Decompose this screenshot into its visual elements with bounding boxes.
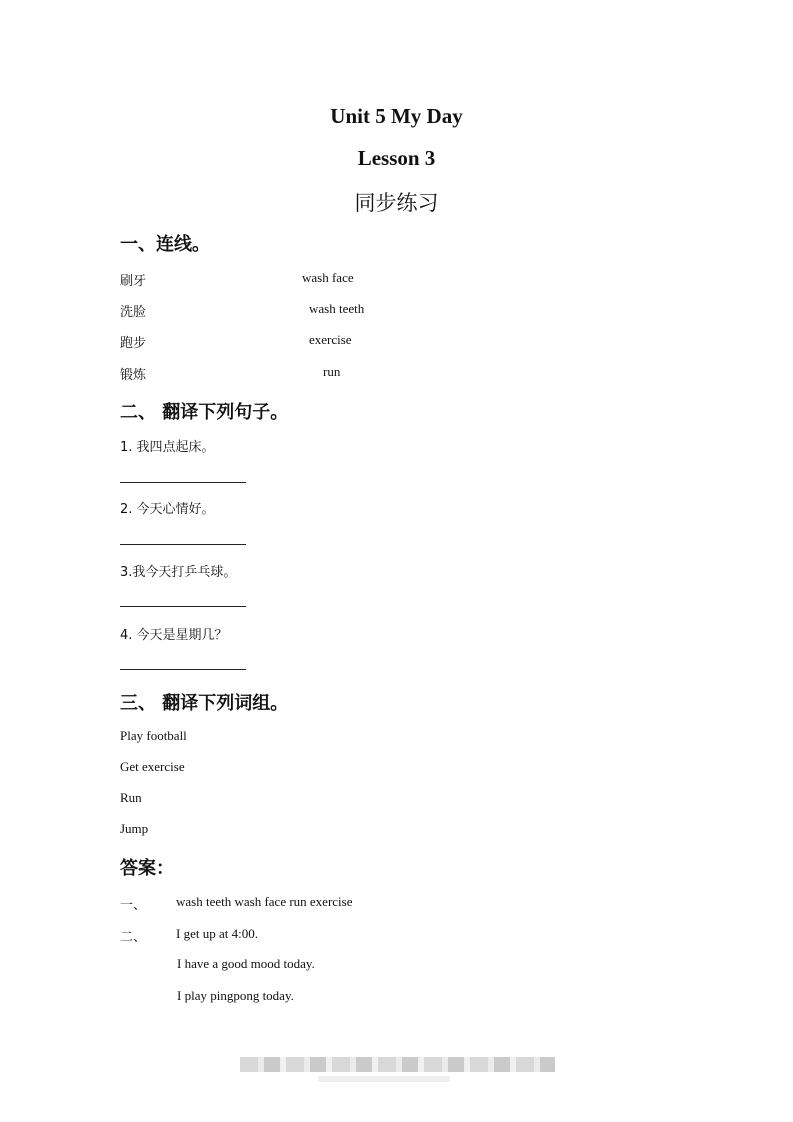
match-left-2: 洗脸 [120, 305, 147, 320]
blurred-footer-subline [318, 1076, 450, 1082]
match-right-2: wash teeth [309, 301, 365, 316]
section1-heading: 一、连线。 [120, 234, 210, 255]
sentence-4: 4. 今天是星期几？ [120, 628, 228, 643]
answer-blank-1 [120, 482, 246, 483]
lesson-title: Lesson 3 [357, 146, 436, 170]
answers-heading: 答案： [120, 858, 174, 879]
page-title: Unit 5 My Day [330, 104, 463, 128]
answer-label-2: 二、 [120, 930, 147, 945]
match-left-3: 跑步 [120, 336, 147, 351]
section2-heading: 二、 翻译下列句子。 [120, 402, 289, 423]
answer-blank-2 [120, 544, 246, 545]
match-right-3: exercise [309, 332, 352, 347]
section3-heading: 三、 翻译下列词组。 [120, 693, 289, 714]
sentence-2: 2. 今天心情好。 [120, 502, 215, 517]
sentence-3: 3.我今天打乒乓球。 [120, 565, 237, 580]
answer-label-1: 一、 [120, 898, 147, 913]
match-left-1: 刷牙 [120, 274, 147, 289]
phrase-3: Run [120, 790, 142, 805]
match-right-4: run [323, 364, 341, 379]
sentence-1: 1. 我四点起床。 [120, 440, 215, 455]
page-subtitle: 同步练习 [354, 191, 439, 215]
blurred-footer-watermark [240, 1057, 555, 1072]
answer-text-1: wash teeth wash face run exercise [176, 894, 353, 909]
phrase-1: Play football [120, 728, 187, 743]
match-right-1: wash face [302, 270, 354, 285]
phrase-2: Get exercise [120, 759, 185, 774]
answer-text-4: I play pingpong today. [177, 988, 294, 1003]
answer-text-3: I have a good mood today. [177, 956, 315, 971]
answer-blank-3 [120, 606, 246, 607]
answer-text-2: I get up at 4:00. [176, 926, 258, 941]
answer-blank-4 [120, 669, 246, 670]
match-left-4: 锻炼 [120, 368, 147, 383]
phrase-4: Jump [120, 821, 149, 836]
